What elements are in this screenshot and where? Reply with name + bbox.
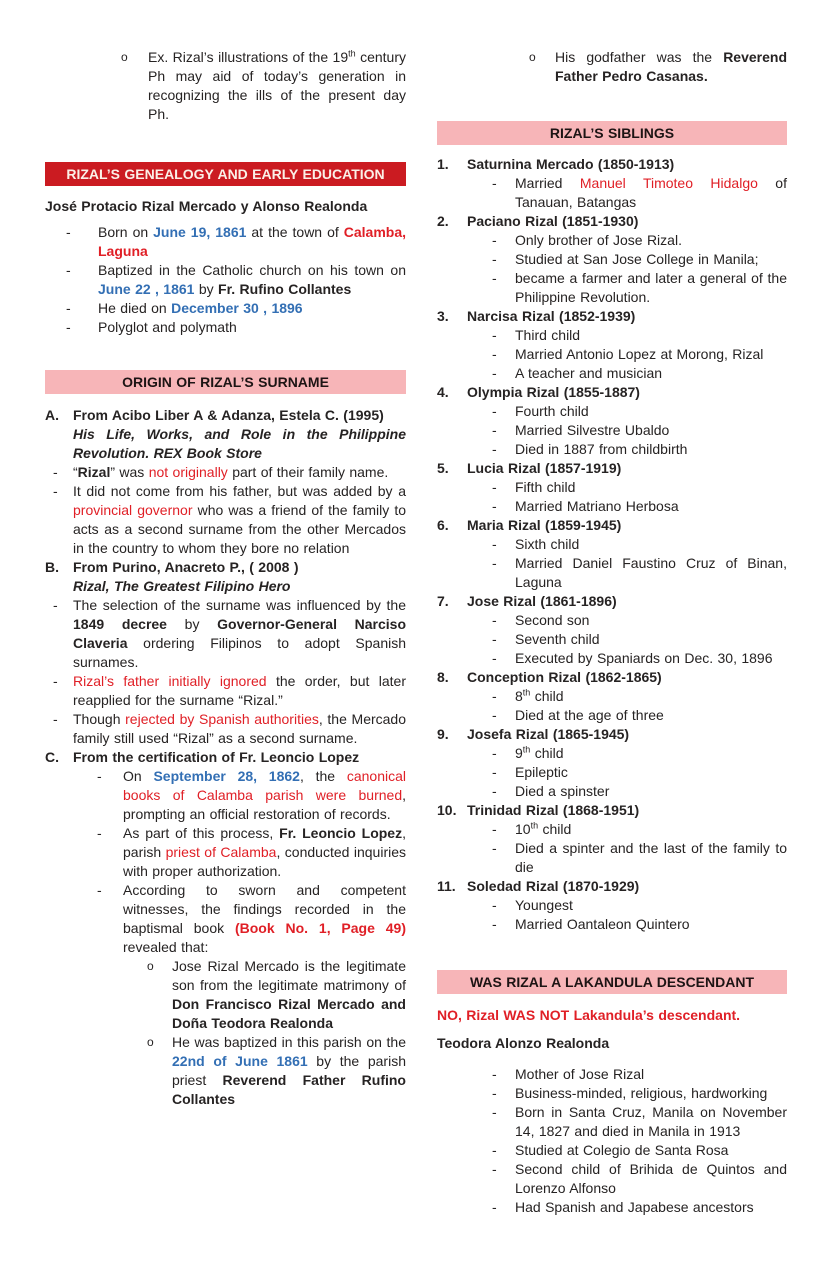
sibling-number: 8.	[437, 669, 449, 685]
sibling-number: 11.	[437, 878, 456, 894]
teodora-bullet: - Second child of Brihida de Quintos and Lorenzo Alfonso	[437, 1160, 787, 1198]
outline-sub-bullet: o Jose Rizal Mercado is the legitimate son from the legitimate matrimony of Don Francisco Rizal Mercado and Doña Teodora Realonda	[45, 957, 406, 1033]
sibling-item	[437, 155, 787, 212]
sibling-bullet: - 9th child	[437, 744, 787, 763]
sibling-item	[437, 592, 787, 668]
outline-label: A.	[45, 407, 59, 423]
outline-bullet: - On September 28, 1862, the canonical books of Calamba parish were burned, prompting an official restoration of records.	[45, 767, 406, 824]
sibling-name: 6. Maria Rizal (1859-1945)	[437, 517, 622, 533]
section-header-genealogy: RIZAL’S GENEALOGY AND EARLY EDUCATION	[45, 162, 406, 186]
sibling-number: 2.	[437, 213, 449, 229]
sibling-bullet: - Third child	[437, 326, 787, 345]
sibling-bullet: - became a farmer and later a general of the Philippine Revolution.	[437, 269, 787, 307]
genealogy-bullet: - He died on December 30 , 1896	[45, 299, 406, 318]
sibling-bullet: - Fourth child	[437, 402, 787, 421]
outline-bullet: - The selection of the surname was influenced by the 1849 decree by Governor-General Narciso Claveria ordering Filipinos to adopt Spanish surnames.	[45, 596, 406, 672]
intro-note-left: o Ex. Rizal’s illustrations of the 19th century Ph may aid of today’s generation in recognizing the ills of the present day Ph.	[45, 48, 406, 124]
outline-item-c	[45, 748, 406, 1109]
outline-bullet: - “Rizal” was not originally part of their family name.	[45, 463, 406, 482]
outline-bullet: - According to sworn and competent witnesses, the findings recorded in the baptismal book (Book No. 1, Page 49) revealed that:	[45, 881, 406, 957]
sibling-bullet: - Studied at San Jose College in Manila;	[437, 250, 787, 269]
outline-bullet: - As part of this process, Fr. Leoncio Lopez, parish priest of Calamba, conducted inquiries with proper authorization.	[45, 824, 406, 881]
sibling-name: 9. Josefa Rizal (1865-1945)	[437, 726, 630, 742]
teodora-bullet: - Studied at Colegio de Santa Rosa	[437, 1141, 787, 1160]
sibling-name: 5. Lucia Rizal (1857-1919)	[437, 460, 622, 476]
sibling-item	[437, 877, 787, 934]
sibling-number: 5.	[437, 460, 449, 476]
sibling-name: 1. Saturnina Mercado (1850-1913)	[437, 156, 675, 172]
sibling-bullet: - Married Daniel Faustino Cruz of Binan, Laguna	[437, 554, 787, 592]
right-column	[437, 48, 787, 1217]
sibling-bullet: - Married Oantaleon Quintero	[437, 915, 787, 934]
sibling-name: 8. Conception Rizal (1862-1865)	[437, 669, 662, 685]
sibling-number: 6.	[437, 517, 449, 533]
section-header-siblings: RIZAL’S SIBLINGS	[437, 121, 787, 145]
outline-heading: B. From Purino, Anacreto P., ( 2008 ) Rizal, The Greatest Filipino Hero	[45, 559, 299, 594]
genealogy-bullet: - Born on June 19, 1861 at the town of Calamba, Laguna	[45, 223, 406, 261]
sibling-bullet: - Married Antonio Lopez at Morong, Rizal	[437, 345, 787, 364]
sibling-bullet: - Second son	[437, 611, 787, 630]
sibling-bullet: - 10th child	[437, 820, 787, 839]
sibling-bullet: - Seventh child	[437, 630, 787, 649]
sibling-number: 10.	[437, 802, 457, 818]
sibling-number: 3.	[437, 308, 449, 324]
sibling-name: 4. Olympia Rizal (1855-1887)	[437, 384, 640, 400]
sibling-name: 2. Paciano Rizal (1851-1930)	[437, 213, 639, 229]
sibling-item	[437, 516, 787, 592]
teodora-bullet: - Had Spanish and Japabese ancestors	[437, 1198, 787, 1217]
sibling-bullet: - Died a spinster	[437, 782, 787, 801]
sibling-bullet: - Fifth child	[437, 478, 787, 497]
outline-heading: A. From Acibo Liber A & Adanza, Estela C. (1995) His Life, Works, and Role in the Philippine Revolution. REX Book Store	[45, 407, 406, 461]
sibling-bullet: - Married Matriano Herbosa	[437, 497, 787, 516]
teodora-bullet: - Business-minded, religious, hardworking	[437, 1084, 787, 1103]
outline-heading: C. From the certification of Fr. Leoncio Lopez	[45, 749, 360, 765]
sibling-bullet: - Only brother of Jose Rizal.	[437, 231, 787, 250]
lakandula-statement: NO, Rizal WAS NOT Lakandula’s descendant.	[437, 1007, 741, 1023]
left-column	[45, 48, 406, 1109]
genealogy-title: José Protacio Rizal Mercado y Alonso Realonda	[45, 198, 368, 214]
sibling-bullet: - Died at the age of three	[437, 706, 787, 725]
sibling-name: 7. Jose Rizal (1861-1896)	[437, 593, 617, 609]
sibling-item	[437, 801, 787, 877]
sibling-bullet: - Epileptic	[437, 763, 787, 782]
sibling-name: 11. Soledad Rizal (1870-1929)	[437, 878, 640, 894]
sibling-bullet: - Sixth child	[437, 535, 787, 554]
teodora-bullet: - Born in Santa Cruz, Manila on November 14, 1827 and died in Manila in 1913	[437, 1103, 787, 1141]
sibling-bullet: - 8th child	[437, 687, 787, 706]
sibling-bullet: - A teacher and musician	[437, 364, 787, 383]
sibling-item	[437, 307, 787, 383]
sibling-item	[437, 459, 787, 516]
outline-item-a	[45, 406, 406, 558]
sibling-item	[437, 383, 787, 459]
sibling-number: 4.	[437, 384, 449, 400]
outline-bullet: - Though rejected by Spanish authorities, the Mercado family still used “Rizal” as a second surname.	[45, 710, 406, 748]
genealogy-bullet: - Polyglot and polymath	[45, 318, 406, 337]
outline-label: C.	[45, 749, 59, 765]
sibling-number: 1.	[437, 156, 449, 172]
sibling-item	[437, 725, 787, 801]
sibling-item	[437, 212, 787, 307]
sibling-item	[437, 668, 787, 725]
outline-bullet: - It did not come from his father, but was added by a provincial governor who was a friend of the family to acts as a second surname from the other Mercados in the country to whom they bore no relation	[45, 482, 406, 558]
genealogy-bullet: - Baptized in the Catholic church on his town on June 22 , 1861 by Fr. Rufino Collantes	[45, 261, 406, 299]
outline-sub-bullet: o He was baptized in this parish on the 22nd of June 1861 by the parish priest Reverend Father Rufino Collantes	[45, 1033, 406, 1109]
sibling-bullet: - Died in 1887 from childbirth	[437, 440, 787, 459]
sibling-number: 7.	[437, 593, 449, 609]
sibling-name: 3. Narcisa Rizal (1852-1939)	[437, 308, 636, 324]
sibling-number: 9.	[437, 726, 449, 742]
sibling-bullet: - Died a spinter and the last of the family to die	[437, 839, 787, 877]
sibling-bullet: - Married Silvestre Ubaldo	[437, 421, 787, 440]
sibling-bullet: - Married Manuel Timoteo Hidalgo of Tanauan, Batangas	[437, 174, 787, 212]
sibling-bullet: - Youngest	[437, 896, 787, 915]
teodora-title: Teodora Alonzo Realonda	[437, 1035, 610, 1051]
outline-bullet: - Rizal’s father initially ignored the order, but later reapplied for the surname “Rizal.”	[45, 672, 406, 710]
sibling-name: 10. Trinidad Rizal (1868-1951)	[437, 802, 640, 818]
teodora-bullet: - Mother of Jose Rizal	[437, 1065, 787, 1084]
outline-item-b	[45, 558, 406, 748]
sibling-bullet: - Executed by Spaniards on Dec. 30, 1896	[437, 649, 787, 668]
intro-note-right: o His godfather was the Reverend Father Pedro Casanas.	[437, 48, 787, 86]
outline-label: B.	[45, 559, 59, 575]
section-header-lakandula: WAS RIZAL A LAKANDULA DESCENDANT	[437, 970, 787, 994]
section-header-surname: ORIGIN OF RIZAL’S SURNAME	[45, 370, 406, 394]
